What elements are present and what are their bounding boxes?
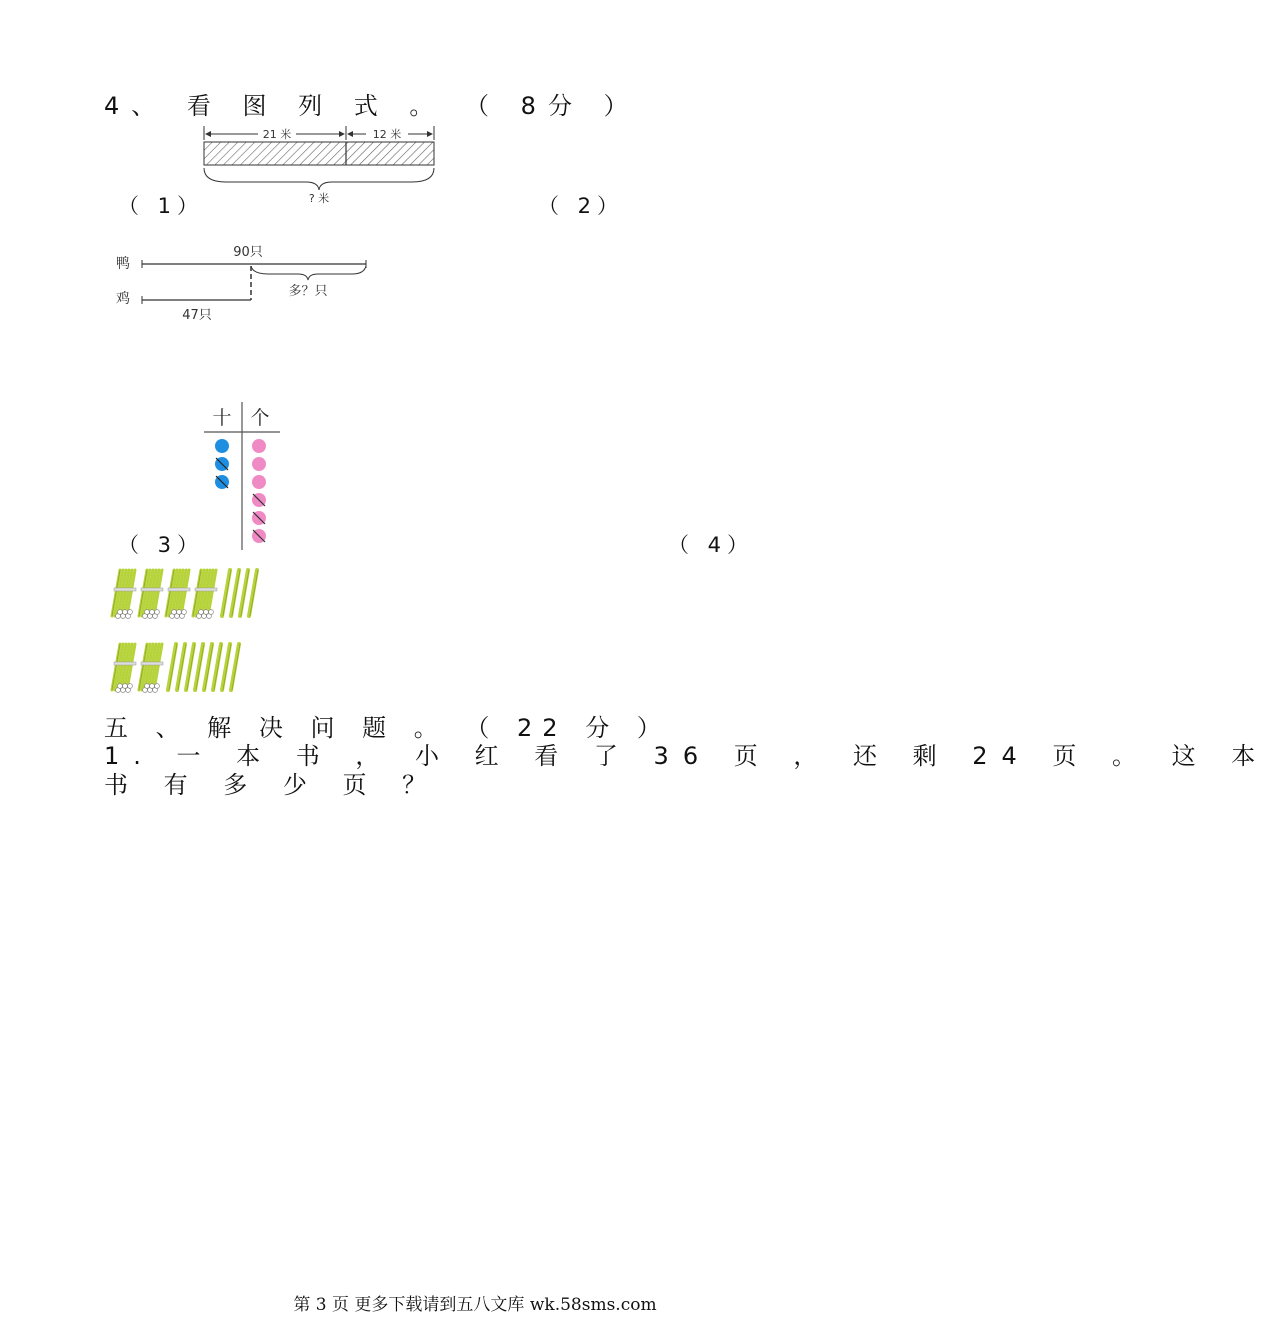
stick-bundle xyxy=(139,644,163,692)
question-label-2: （ 2） xyxy=(538,194,625,218)
sticks-row-1 xyxy=(106,566,276,626)
difference-label: 多？只 xyxy=(288,284,328,299)
duck-count-label: 90只 xyxy=(233,245,263,260)
single-stick xyxy=(186,644,195,690)
single-stick xyxy=(249,570,258,616)
single-stick xyxy=(204,644,213,690)
comparison-diagram xyxy=(108,238,378,328)
row-label-chicken: 鸡 xyxy=(116,291,130,307)
stick-bundle xyxy=(139,570,163,618)
row-label-duck: 鸭 xyxy=(116,256,130,272)
left-length-label: 21 米 xyxy=(262,128,292,141)
section5-heading: 五 、 解 决 问 题 。 （ 22 分 ） xyxy=(104,714,671,742)
single-stick xyxy=(231,644,240,690)
ones-dot xyxy=(252,475,266,489)
ones-dot xyxy=(252,439,266,453)
stick-bundle xyxy=(112,570,136,618)
ones-dots xyxy=(252,439,266,543)
stick-bundle xyxy=(166,570,190,618)
ones-dot xyxy=(252,457,266,471)
question-1-line-1: 1. 一 本 书 ， 小 红 看 了 36 页 ， 还 剩 24 页 。 这 本 xyxy=(104,742,1269,770)
single-stick xyxy=(222,644,231,690)
hatched-bar xyxy=(204,142,434,165)
total-length-label: ? 米 xyxy=(308,192,330,205)
tens-dots xyxy=(215,439,229,489)
question-1-line-2: 书 有 多 少 页 ？ xyxy=(104,771,441,799)
segment-diagram-1 xyxy=(196,124,442,210)
stick-bundle xyxy=(193,570,217,618)
question-label-1: （ 1） xyxy=(118,194,205,218)
place-value-chart xyxy=(200,400,284,552)
single-stick xyxy=(231,570,240,616)
tens-dot xyxy=(215,439,229,453)
section4-heading: 4、 看 图 列 式 。 （ 8分 ） xyxy=(104,92,640,120)
page-footer: 第 3 页 更多下载请到五八文库 wk.58sms.com xyxy=(293,1295,657,1315)
question-label-3: （ 3） xyxy=(118,533,205,557)
single-stick xyxy=(222,570,231,616)
right-length-label: 12 米 xyxy=(372,128,402,141)
single-stick xyxy=(168,644,177,690)
stick-bundle xyxy=(112,644,136,692)
single-stick xyxy=(177,644,186,690)
tens-header: 十 xyxy=(212,407,232,429)
single-stick xyxy=(213,644,222,690)
sticks-row-2 xyxy=(106,640,246,700)
question-label-4: （ 4） xyxy=(668,533,755,557)
chicken-count-label: 47只 xyxy=(182,308,212,323)
single-stick xyxy=(240,570,249,616)
ones-header: 个 xyxy=(250,407,270,429)
single-stick xyxy=(195,644,204,690)
